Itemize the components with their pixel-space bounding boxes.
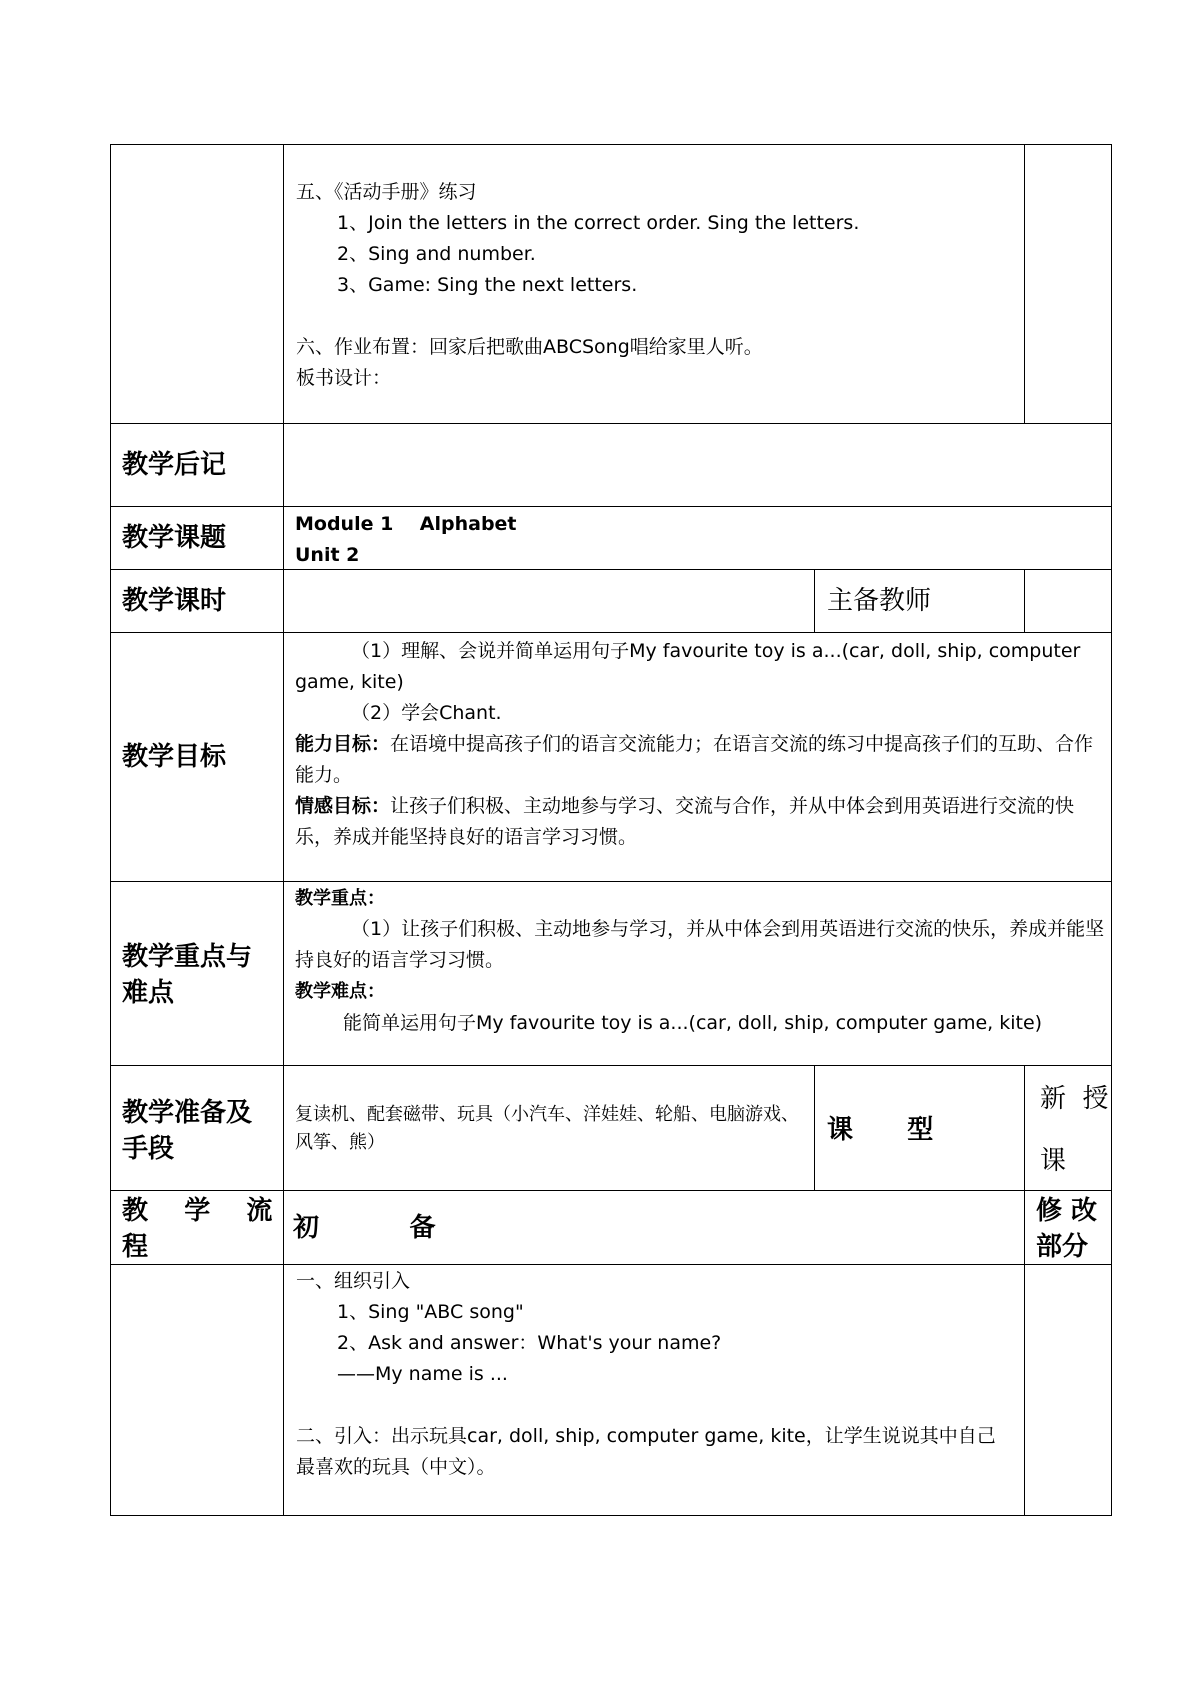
keypoint-title: 教学重点： xyxy=(295,888,385,909)
topic-unit: Unit 2 xyxy=(295,544,360,566)
table-rule xyxy=(110,569,1112,570)
keypoint-text: （1）让孩子们积极、主动地参与学习，并从中体会到用英语进行交流的快乐，养成并能坚持良好的语言学习习惯。 xyxy=(295,918,1105,971)
table-rule xyxy=(1024,569,1025,633)
step1-item-3: ——My name is ... xyxy=(337,1363,508,1385)
section5-item-2: 2、Sing and number. xyxy=(337,243,536,265)
preparation-text: 复读机、配套磁带、玩具（小汽车、洋娃娃、轮船、电脑游戏、风筝、熊） xyxy=(295,1104,799,1153)
difficulty-title: 教学难点： xyxy=(295,981,385,1002)
ability-objective-text: 在语境中提高孩子们的语言交流能力；在语言交流的练习中提高孩子们的互助、合作能力。 xyxy=(295,733,1094,786)
section5-title: 五、《活动手册》练习 xyxy=(296,181,477,203)
section5-item-1: 1、Join the letters in the correct order. Sing the letters. xyxy=(337,212,860,234)
table-rule xyxy=(1024,144,1025,424)
section5-item-3: 3、Game: Sing the next letters. xyxy=(337,274,638,296)
ability-objective-label: 能力目标： xyxy=(295,733,391,755)
process-label-line2: 程 xyxy=(122,1232,149,1262)
emotion-objective xyxy=(295,791,1108,853)
step1-item-1: 1、Sing "ABC song" xyxy=(337,1301,524,1323)
step1-title: 一、组织引入 xyxy=(296,1270,411,1292)
table-rule xyxy=(110,881,1112,882)
revision-label-line1: 修 改 xyxy=(1036,1196,1098,1226)
table-rule xyxy=(814,1065,815,1191)
table-rule xyxy=(110,1515,1112,1516)
table-rule xyxy=(110,1264,1112,1265)
table-rule xyxy=(110,144,111,1516)
topic-module: Module 1 Alphabet xyxy=(295,513,517,535)
keypoints-label-line1: 教学重点与 xyxy=(122,942,253,972)
lead-teacher-label: 主备教师 xyxy=(827,586,932,616)
objective-1a: （1）理解、会说并简单运用句子My favourite toy is a...(car, doll, ship, computer xyxy=(351,640,1081,662)
objective-1b: game, kite) xyxy=(295,671,404,693)
step1-item-2: 2、Ask and answer：What's your name? xyxy=(337,1332,722,1354)
table-rule xyxy=(283,144,284,1516)
table-rule xyxy=(814,569,815,633)
initial-draft-label: 初 备 xyxy=(293,1213,436,1243)
emotion-objective-label: 情感目标： xyxy=(295,795,391,817)
table-rule xyxy=(110,423,1112,424)
table-rule xyxy=(110,1065,1112,1066)
objective-2: （2）学会Chant. xyxy=(351,702,502,724)
ability-objective xyxy=(295,729,1108,791)
keypoints-label-line2: 难点 xyxy=(122,978,175,1008)
process-label-line1: 教 学 流 xyxy=(122,1196,273,1226)
difficulty-text: 能简单运用句子My favourite toy is a...(car, doll, ship, computer game, kite) xyxy=(343,1012,1043,1034)
objectives-label: 教学目标 xyxy=(122,742,227,772)
table-rule xyxy=(110,144,1112,145)
emotion-objective-text: 让孩子们积极、主动地参与学习、交流与合作，并从中体会到用英语进行交流的快乐，养成并能坚持良好的语言学习习惯。 xyxy=(295,795,1075,848)
table-rule xyxy=(110,632,1112,633)
section6-homework: 六、作业布置：回家后把歌曲ABCSong唱给家里人听。 xyxy=(296,336,763,358)
board-design: 板书设计： xyxy=(296,367,392,389)
topic-label: 教学课题 xyxy=(122,523,227,553)
table-rule xyxy=(110,506,1112,507)
postscript-label: 教学后记 xyxy=(122,450,227,480)
lesson-type-value-1: 新 授 xyxy=(1040,1084,1109,1114)
step2-line1: 二、引入：出示玩具car, doll, ship, computer game, kite，让学生说说其中自己 xyxy=(296,1425,996,1447)
lesson-type-value-2: 课 xyxy=(1040,1146,1067,1176)
table-rule xyxy=(1111,144,1112,1516)
period-label: 教学课时 xyxy=(122,586,227,616)
preparation-label-line1: 教学准备及 xyxy=(122,1098,253,1128)
preparation-label-line2: 手段 xyxy=(122,1134,175,1164)
revision-label-line2: 部分 xyxy=(1036,1232,1089,1262)
table-rule xyxy=(110,1190,1112,1191)
table-rule xyxy=(1024,1065,1025,1516)
lesson-type-label: 课 型 xyxy=(827,1115,934,1145)
step2-line2: 最喜欢的玩具（中文）。 xyxy=(296,1456,496,1478)
